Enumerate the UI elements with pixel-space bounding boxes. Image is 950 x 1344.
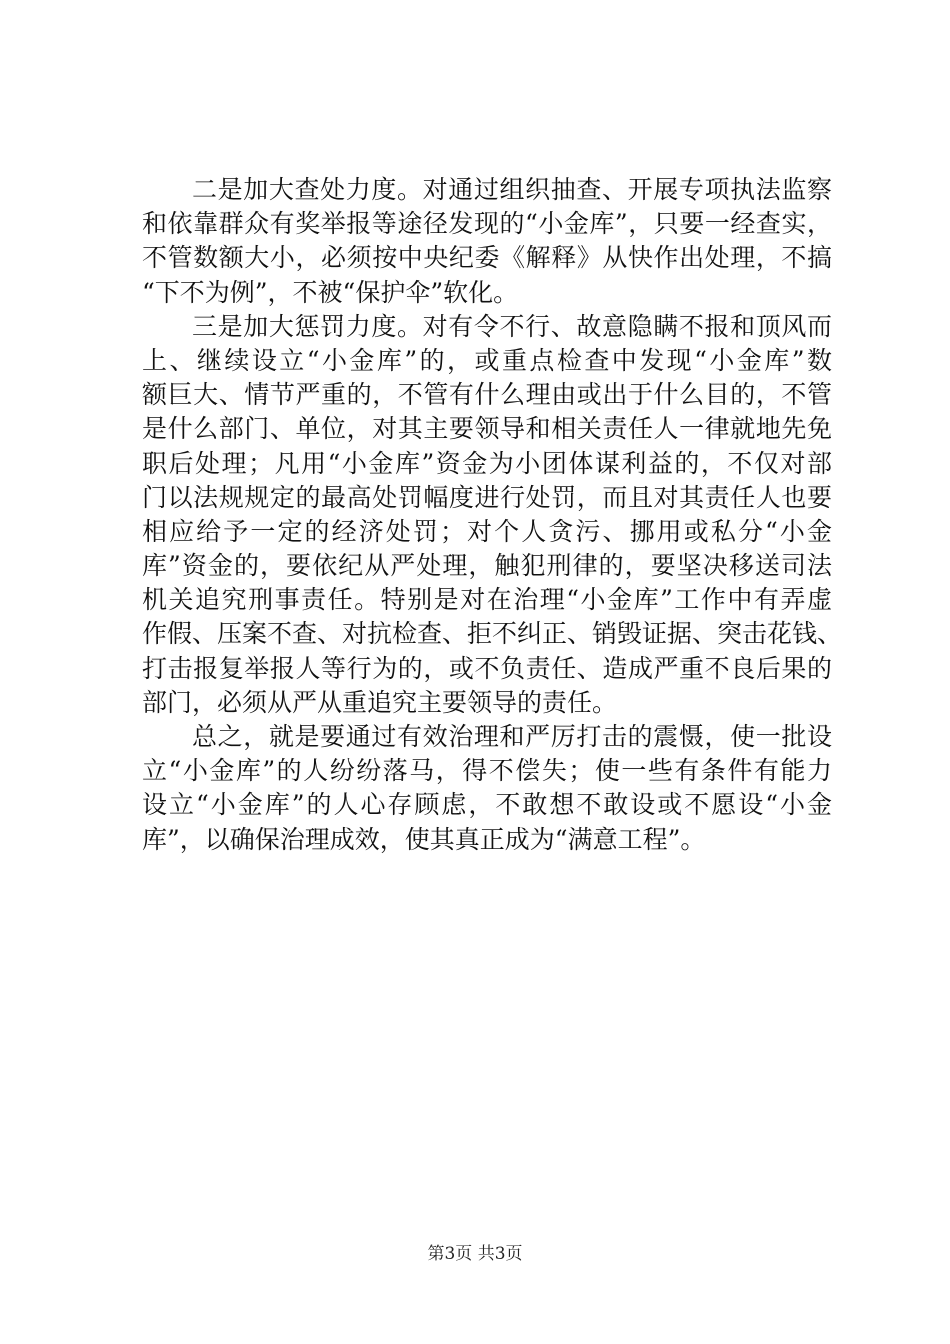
paragraph-line: 二是加大查处力度。对通过组织抽查、开展专项执法监察 xyxy=(192,175,832,204)
paragraph-line: 机关追究刑事责任。特别是对在治理“小金库”工作中有弄虚 xyxy=(142,585,832,615)
paragraph-line: 立“小金库”的人纷纷落马，得不偿失；使一些有条件有能力 xyxy=(142,756,832,786)
paragraph-line: 和依靠群众有奖举报等途径发现的“小金库”，只要一经查实， xyxy=(142,209,832,239)
paragraph-line: 三是加大惩罚力度。对有令不行、故意隐瞒不报和顶风而 xyxy=(192,311,832,341)
paragraph-line: 总之，就是要通过有效治理和严厉打击的震慑，使一批设 xyxy=(192,722,832,751)
paragraph-line: 不管数额大小，必须按中央纪委《解释》从快作出处理，不搞 xyxy=(142,243,832,273)
paragraph-line: 额巨大、情节严重的，不管有什么理由或出于什么目的，不管 xyxy=(142,380,832,410)
paragraph-line: 相应给予一定的经济处罚；对个人贪污、挪用或私分“小金 xyxy=(142,516,832,546)
paragraph-line: 打击报复举报人等行为的，或不负责任、造成严重不良后果的 xyxy=(142,653,832,683)
paragraph-line: 是什么部门、单位，对其主要领导和相关责任人一律就地先免 xyxy=(142,414,832,444)
document-body xyxy=(142,173,843,857)
paragraph-line: 设立“小金库”的人心存顾虑，不敢想不敢设或不愿设“小金 xyxy=(142,790,832,820)
paragraph-line: 门以法规规定的最高处罚幅度进行处罚，而且对其责任人也要 xyxy=(142,482,832,512)
paragraph-line: 部门，必须从严从重追究主要领导的责任。 xyxy=(142,687,618,717)
paragraph-line: 库”，以确保治理成效，使其真正成为“满意工程”。 xyxy=(142,824,706,854)
paragraph-line: 作假、压案不查、对抗检查、拒不纠正、销毁证据、突击花钱、 xyxy=(142,619,843,649)
paragraph-line: 上、继续设立“小金库”的，或重点检查中发现“小金库”数 xyxy=(142,345,832,375)
paragraph-line: 职后处理；凡用“小金库”资金为小团体谋利益的，不仅对部 xyxy=(142,448,832,478)
paragraph-line: “下不为例”，不被“保护伞”软化。 xyxy=(142,277,519,307)
paragraph-line: 库”资金的，要依纪从严处理，触犯刑律的，要坚决移送司法 xyxy=(142,551,832,581)
page-number-footer: 第3页 共3页 xyxy=(427,1244,523,1264)
